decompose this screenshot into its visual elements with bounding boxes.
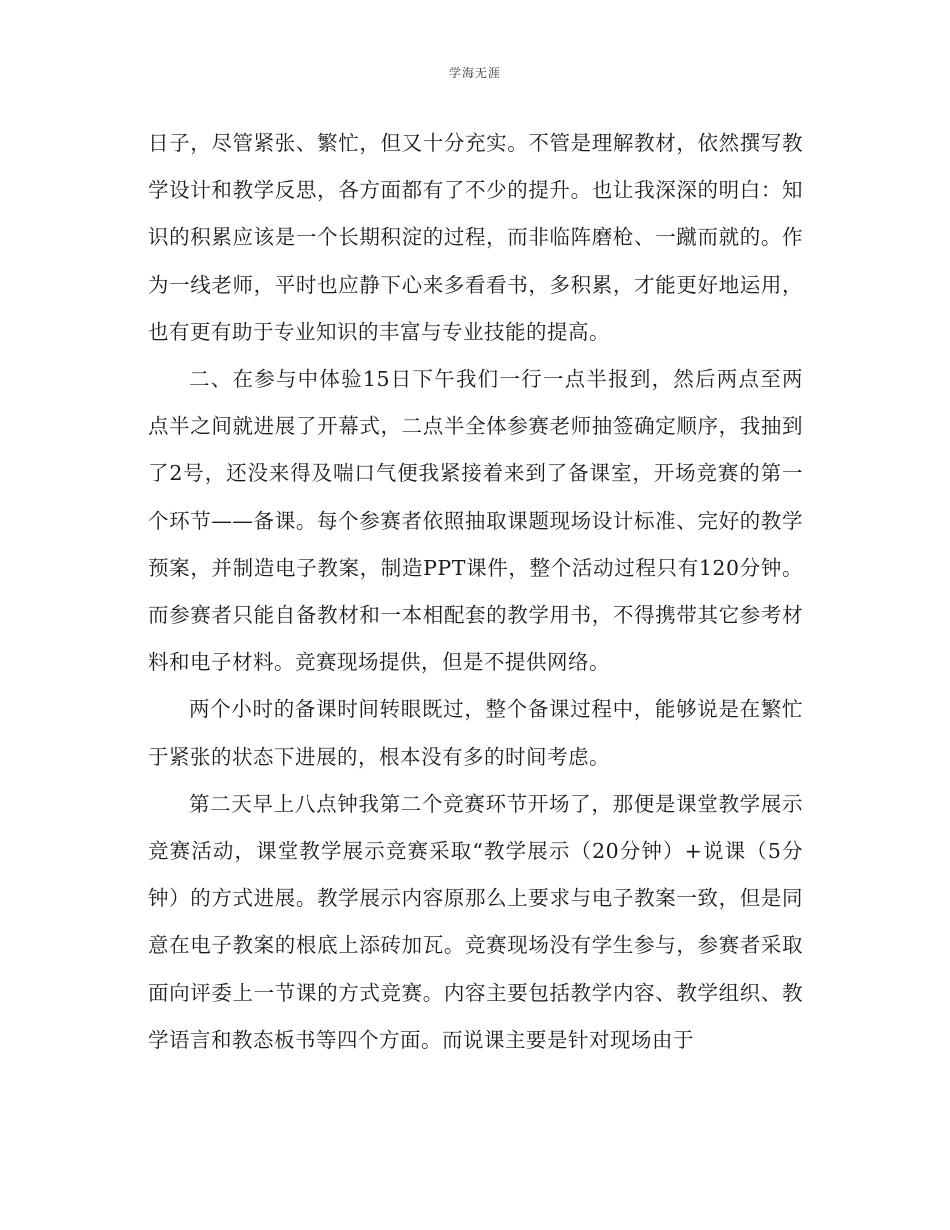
paragraph-preparation-time: 两个小时的备课时间转眼既过，整个备课过程中，能够说是在繁忙于紧张的状态下进展的，根本没有多的时间考虑。 <box>148 697 803 769</box>
page-header: 学海无涯 <box>448 66 501 80</box>
paragraph-second-day: 第二天早上八点钟我第二个竞赛环节开场了，那便是课堂教学展示竞赛活动，课堂教学展示竞赛采取“教学展示（20分钟）+说课（5分钟）的方式进展。教学展示内容原那么上要求与电子教案一致，但是同意在电子教案的根底上添砖加瓦。竞赛现场没有学生参与，参赛者采取面向评委上一节课的方式竞赛。内容主要包括教学内容、教学组织、教学语言和教态板书等四个方面。而说课主要是针对现场由于 <box>148 791 803 1052</box>
document-body <box>148 120 803 1064</box>
paragraph-participation: 二、在参与中体验15日下午我们一行一点半报到，然后两点至两点半之间就进展了开幕式，二点半全体参赛老师抽签确定顺序，我抽到了2号，还没来得及喘口气便我紧接着来到了备课室，开场竞赛的第一个环节——备课。每个参赛者依照抽取课题现场设计标准、完好的教学预案，并制造电子教案，制造PPT课件，整个活动过程只有120分钟。而参赛者只能自备教材和一本相配套的教学用书，不得携带其它参考材料和电子材料。竞赛现场提供，但是不提供网络。 <box>148 367 803 675</box>
paragraph-continuation: 日子，尽管紧张、繁忙，但又十分充实。不管是理解教材，依然撰写教学设计和教学反思，各方面都有了不少的提升。也让我深深的明白：知识的积累应该是一个长期积淀的过程，而非临阵磨枪、一蹴而就的。作为一线老师，平时也应静下心来多看看书，多积累，才能更好地运用，也有更有助于专业知识的丰富与专业技能的提高。 <box>148 131 803 344</box>
